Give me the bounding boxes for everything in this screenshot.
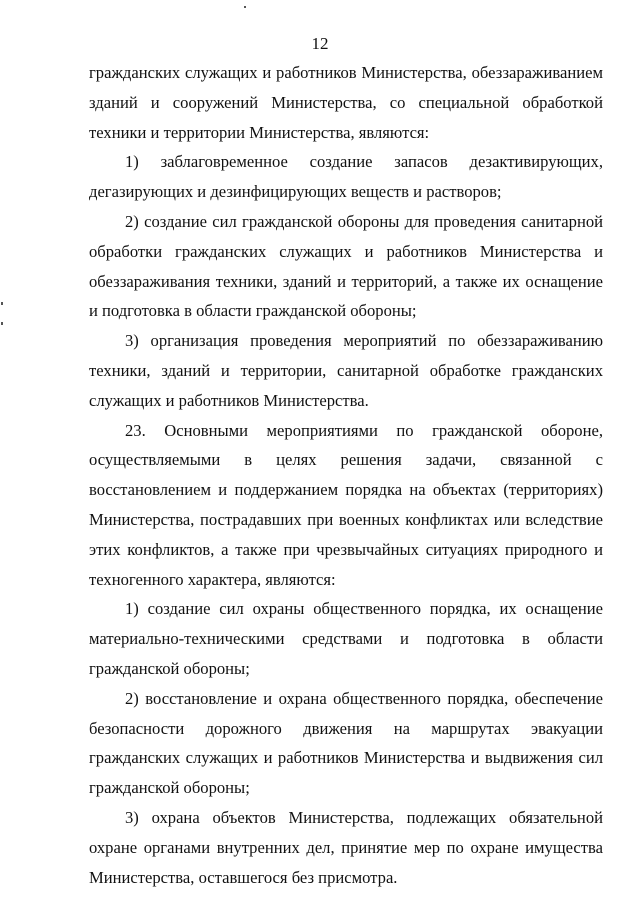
scan-artifact-left-2 [1,322,3,325]
paragraph-section-23: 23. Основными мероприятиями по гражданской обороне, осуществляемыми в целях решения задачи, связанной с восстановлением и поддержанием порядка на объектах (территориях) Министерства, пострадавших при военных конфликтах или вследствие этих конфликтов, а также при чрезвычайных ситуациях природного и техногенного характера, являются: [89,420,603,589]
document-body [89,58,603,892]
paragraph-item-1b: 1) создание сил охраны общественного порядка, их оснащение материально-техническими средствами и подготовка в области гражданской обороны; [89,599,603,678]
paragraph-item-1: 1) заблаговременное создание запасов дезактивирующих, дегазирующих и дезинфицирующих веществ и растворов; [89,152,603,202]
paragraph-continuation: гражданских служащих и работников Министерства, обеззараживанием зданий и сооружений Министерства, со специальной обработкой техники и территории Министерства, являются: [89,63,603,142]
paragraph-item-3b: 3) охрана объектов Министерства, подлежащих обязательной охране органами внутренних дел, принятие мер по охране имущества Министерства, оставшегося без присмотра. [89,807,603,887]
paragraph-item-3: 3) организация проведения мероприятий по обеззараживанию техники, зданий и территории, санитарной обработке гражданских служащих и работников Министерства. [89,331,603,410]
paragraph-item-2b: 2) восстановление и охрана общественного порядка, обеспечение безопасности дорожного движения на маршрутах эвакуации гражданских служащих и работников Министерства и выдвижения сил гражданской обороны; [89,688,603,798]
scan-artifact-left-1 [1,302,3,305]
page-number: 12 [311,34,329,53]
paragraph-item-2: 2) создание сил гражданской обороны для проведения санитарной обработки гражданских служащих и работников Министерства и обеззараживания техники, зданий и территорий, а также их оснащение и подготовка в области гражданской обороны; [89,211,603,321]
scan-artifact-top [244,6,246,8]
